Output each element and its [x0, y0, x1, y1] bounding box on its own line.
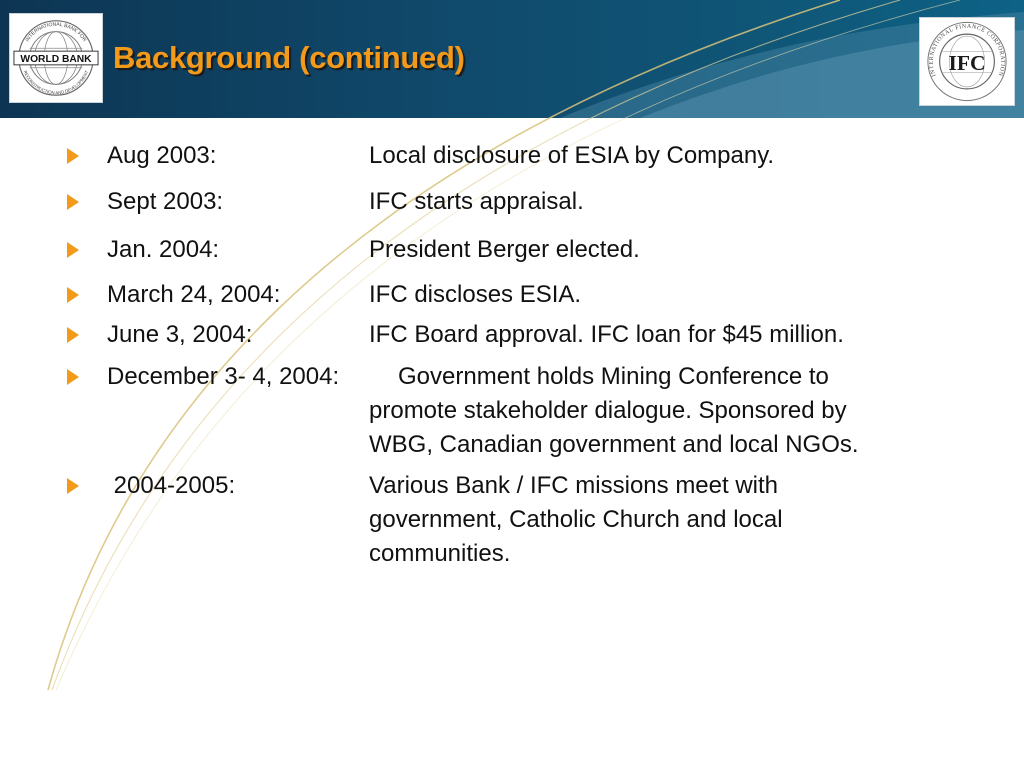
description-line: IFC starts appraisal. — [369, 188, 584, 215]
bullet-arrow-icon — [67, 287, 79, 303]
timeline-date: March 24, 2004: — [107, 281, 281, 308]
timeline-date: 2004-2005: — [107, 472, 236, 499]
timeline-description — [369, 278, 581, 312]
page-title: Background (continued) — [113, 40, 465, 75]
bullet-arrow-icon — [67, 242, 79, 258]
description-line: government, Catholic Church and local — [369, 506, 783, 533]
world-bank-ring-bottom: RECONSTRUCTION AND DEVELOPMENT — [22, 69, 90, 96]
svg-text:INTERNATIONAL BANK FOR — [25, 22, 88, 44]
description-line: IFC Board approval. IFC loan for $45 million. — [369, 321, 844, 348]
timeline-description — [369, 233, 640, 267]
bullet-arrow-icon — [67, 194, 79, 210]
timeline-description — [369, 318, 844, 352]
timeline-date: Aug 2003: — [107, 142, 217, 169]
ifc-logo — [919, 17, 1015, 106]
timeline-description — [369, 185, 584, 219]
bullet-arrow-icon — [67, 369, 79, 385]
timeline-description — [369, 469, 783, 571]
description-line: IFC discloses ESIA. — [369, 281, 582, 308]
description-line: President Berger elected. — [369, 236, 640, 263]
ifc-ring-text: INTERNATIONAL FINANCE CORPORATION — [928, 23, 1006, 78]
description-line: Government holds Mining Conference to — [398, 363, 829, 390]
bullet-arrow-icon — [67, 478, 79, 494]
world-bank-logo — [9, 13, 103, 103]
svg-text:RECONSTRUCTION AND DEVELOPMENT — [23, 69, 90, 95]
description-line: communities. — [369, 540, 511, 567]
timeline-date: June 3, 2004: — [107, 321, 253, 348]
description-line: WBG, Canadian government and local NGOs. — [369, 431, 859, 458]
bullet-arrow-icon — [67, 327, 79, 343]
bullet-arrow-icon — [67, 148, 79, 164]
ifc-logo-text: IFC — [948, 50, 986, 75]
timeline-description — [369, 360, 859, 462]
world-bank-logo-text: WORLD BANK — [20, 53, 92, 65]
description-line: Local disclosure of ESIA by Company. — [369, 142, 775, 169]
description-line: Various Bank / IFC missions meet with — [369, 472, 779, 499]
timeline-date: December 3- 4, 2004: — [107, 363, 340, 390]
timeline-date: Sept 2003: — [107, 188, 224, 215]
description-line: promote stakeholder dialogue. Sponsored by — [369, 397, 847, 424]
world-bank-ring-top: INTERNATIONAL BANK FOR — [24, 21, 88, 43]
timeline-description — [369, 139, 774, 173]
timeline-date: Jan. 2004: — [107, 236, 220, 263]
